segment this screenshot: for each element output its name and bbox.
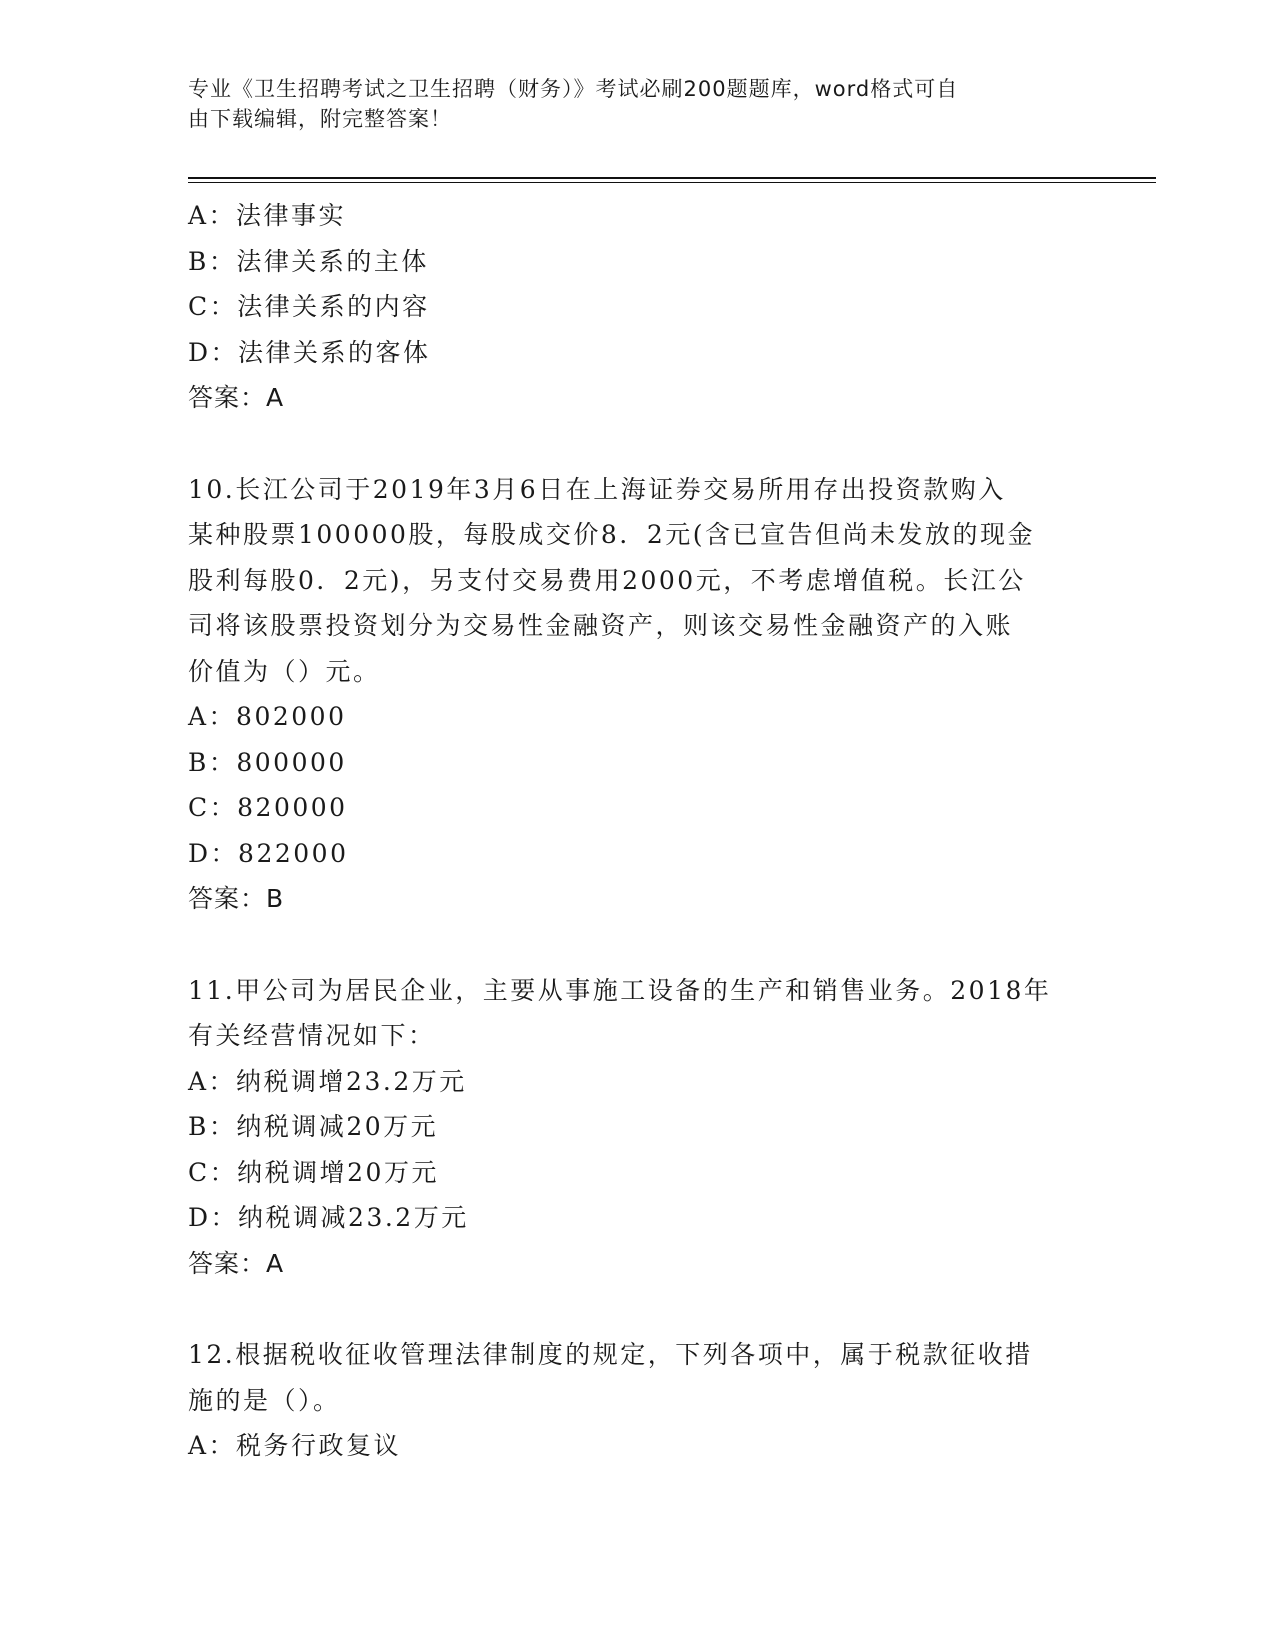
option-c: C：法律关系的内容 xyxy=(188,292,430,321)
option-b: B：纳税调减20万元 xyxy=(188,1112,439,1141)
question-text-line: 价值为（）元。 xyxy=(188,656,381,686)
question-text-line: 11.甲公司为居民企业，主要从事施工设备的生产和销售业务。2018年 xyxy=(188,975,1052,1005)
answer-line: 答案：A xyxy=(188,383,285,412)
question-text-line: 施的是（）。 xyxy=(188,1385,341,1415)
header-divider-thin xyxy=(188,182,1156,183)
question-12 xyxy=(188,1332,1088,1469)
question-11 xyxy=(188,968,1088,1287)
option-c: C：820000 xyxy=(188,793,348,822)
document-header xyxy=(188,74,1088,134)
question-10 xyxy=(188,467,1088,922)
question-block-previous xyxy=(188,193,1088,421)
question-text-line: 有关经营情况如下： xyxy=(188,1021,436,1050)
header-line-2: 由下载编辑，附完整答案！ xyxy=(188,107,452,131)
option-c: C：纳税调增20万元 xyxy=(188,1157,439,1187)
option-b: B：800000 xyxy=(188,747,347,777)
header-divider-thick xyxy=(188,177,1156,179)
option-a: A：法律事实 xyxy=(188,201,347,230)
option-a: A：税务行政复议 xyxy=(188,1431,402,1460)
header-line-1: 专业《卫生招聘考试之卫生招聘（财务）》考试必刷200题题库，word格式可自 xyxy=(188,77,959,101)
option-b: B：法律关系的主体 xyxy=(188,246,429,276)
answer-line: 答案：A xyxy=(188,1248,285,1278)
document-body xyxy=(188,193,1088,1469)
option-a: A：802000 xyxy=(188,702,347,731)
question-text-line: 10.长江公司于2019年3月6日在上海证券交易所用存出投资款购入 xyxy=(188,474,1006,504)
question-text-line: 某种股票100000股，每股成交价8．2元(含已宣告但尚未发放的现金 xyxy=(188,520,1036,549)
option-d: D：法律关系的客体 xyxy=(188,337,431,367)
option-a: A：纳税调增23.2万元 xyxy=(188,1066,467,1096)
question-text-line: 股利每股0．2元)，另支付交易费用2000元，不考虑增值税。长江公 xyxy=(188,565,1026,595)
question-text-line: 司将该股票投资划分为交易性金融资产，则该交易性金融资产的入账 xyxy=(188,611,1014,640)
option-d: D：822000 xyxy=(188,838,349,868)
option-d: D：纳税调减23.2万元 xyxy=(188,1203,469,1232)
answer-line: 答案：B xyxy=(188,884,285,913)
question-text-line: 12.根据税收征收管理法律制度的规定，下列各项中，属于税款征收措 xyxy=(188,1340,1033,1369)
